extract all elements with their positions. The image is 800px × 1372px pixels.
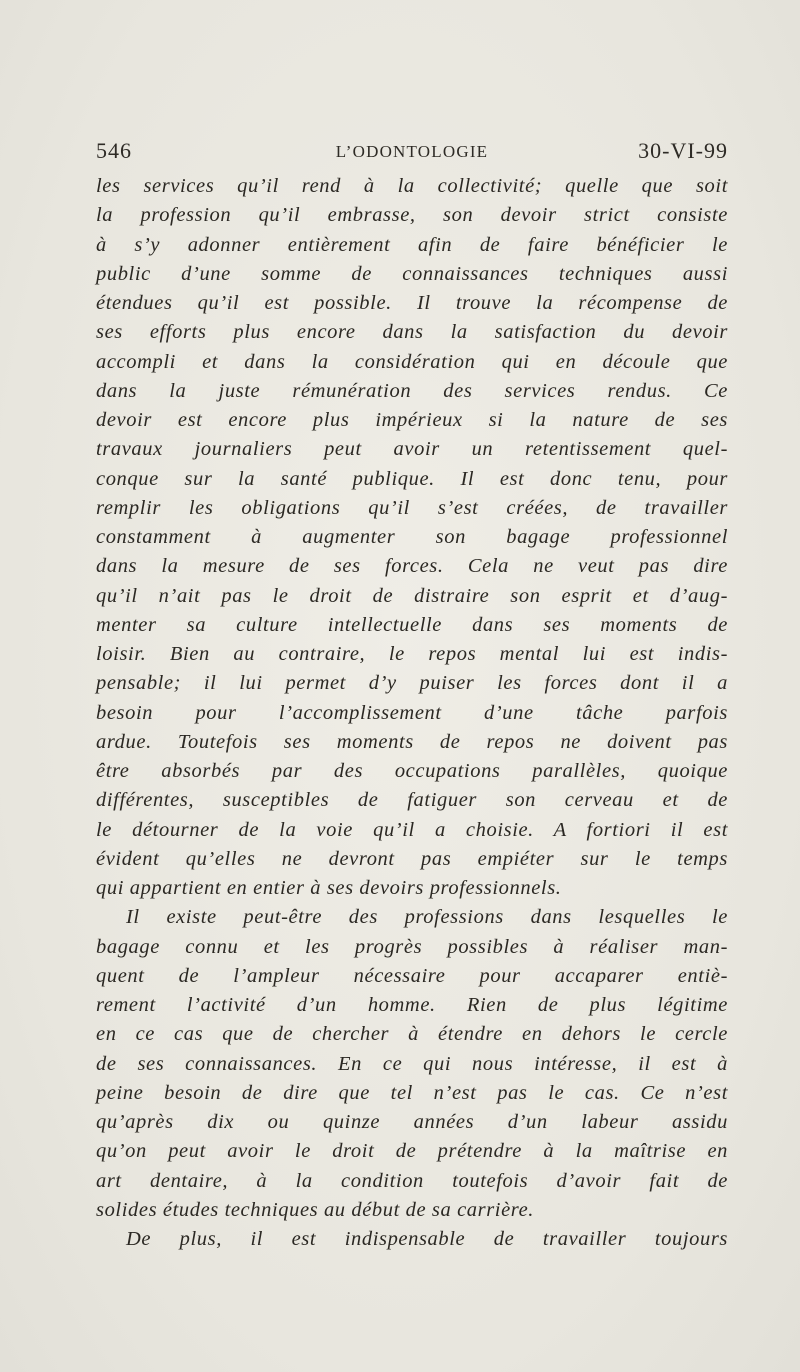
page-number: 546 bbox=[96, 138, 132, 163]
text-line: peine besoin de dire que tel n’est pas le cas. Ce n’est bbox=[96, 1081, 728, 1104]
text-line: public d’une somme de connaissances techniques aussi bbox=[96, 262, 728, 285]
text-line: qu’après dix ou quinze années d’un labeur assidu bbox=[96, 1111, 728, 1133]
text-line: qu’on peut avoir le droit de prétendre à la maîtrise en bbox=[96, 1140, 728, 1163]
text-line: loisir. Bien au contraire, le repos mental lui est indis- bbox=[96, 643, 728, 665]
text-line: solides études techniques au début de sa carrière. bbox=[96, 1198, 535, 1221]
text-line: besoin pour l’accomplissement d’une tâche parfois bbox=[96, 701, 728, 724]
running-title: L’ODONTOLOGIE bbox=[335, 142, 489, 161]
paragraph bbox=[96, 1225, 728, 1254]
text-line: évident qu’elles ne devront pas empiéter sur le temps bbox=[96, 847, 728, 870]
text-line: être absorbés par des occupations parallèles, quoique bbox=[96, 760, 728, 782]
text-line: les services qu’il rend à la collectivité; quelle que soit bbox=[96, 175, 728, 197]
text-line: conque sur la santé publique. Il est donc tenu, pour bbox=[96, 467, 728, 490]
text-line: constamment à augmenter son bagage professionnel bbox=[96, 526, 728, 548]
text-line: en ce cas que de chercher à étendre en dehors le cercle bbox=[96, 1023, 728, 1046]
text-line: accompli et dans la considération qui en découle que bbox=[96, 350, 728, 373]
page-header bbox=[96, 138, 728, 170]
text-line: Il existe peut-être des professions dans lesquelles le bbox=[126, 906, 728, 929]
text-line: art dentaire, à la condition toutefois d’avoir fait de bbox=[96, 1169, 728, 1192]
text-line: dans la mesure de ses forces. Cela ne veut pas dire bbox=[96, 555, 728, 578]
paragraph bbox=[96, 903, 728, 1225]
text-line: de ses connaissances. En ce qui nous intéresse, il est à bbox=[96, 1052, 728, 1075]
text-line: remplir les obligations qu’il s’est créées, de travailler bbox=[96, 496, 728, 519]
text-line: différentes, susceptibles de fatiguer son cerveau et de bbox=[96, 789, 728, 812]
text-line: devoir est encore plus impérieux si la nature de ses bbox=[96, 409, 728, 431]
body-text bbox=[96, 172, 728, 1254]
text-line: quent de l’ampleur nécessaire pour accaparer entiè- bbox=[96, 964, 728, 987]
issue-date: 30-VI-99 bbox=[638, 138, 728, 163]
text-line: dans la juste rémunération des services rendus. Ce bbox=[96, 379, 728, 402]
text-line: pensable; il lui permet d’y puiser les forces dont il a bbox=[96, 672, 728, 695]
text-line: menter sa culture intellectuelle dans ses moments de bbox=[96, 613, 728, 636]
text-line: bagage connu et les progrès possibles à réaliser man- bbox=[96, 935, 728, 958]
text-line: étendues qu’il est possible. Il trouve la récompense de bbox=[96, 292, 728, 314]
text-line: rement l’activité d’un homme. Rien de plus légitime bbox=[96, 994, 728, 1016]
text-line: la profession qu’il embrasse, son devoir strict consiste bbox=[96, 204, 728, 227]
text-line: ardue. Toutefois ses moments de repos ne doivent pas bbox=[96, 730, 728, 753]
text-line: travaux journaliers peut avoir un retentissement quel- bbox=[96, 438, 728, 461]
text-line: De plus, il est indispensable de travailler toujours bbox=[126, 1228, 728, 1250]
paragraph bbox=[96, 172, 728, 903]
text-line: le détourner de la voie qu’il a choisie. A fortiori il est bbox=[96, 818, 728, 841]
text-line: à s’y adonner entièrement afin de faire bénéficier le bbox=[96, 233, 728, 256]
text-line: qu’il n’ait pas le droit de distraire son esprit et d’aug- bbox=[96, 584, 728, 607]
text-line: qui appartient en entier à ses devoirs professionnels. bbox=[96, 877, 562, 899]
text-line: ses efforts plus encore dans la satisfaction du devoir bbox=[96, 321, 728, 344]
